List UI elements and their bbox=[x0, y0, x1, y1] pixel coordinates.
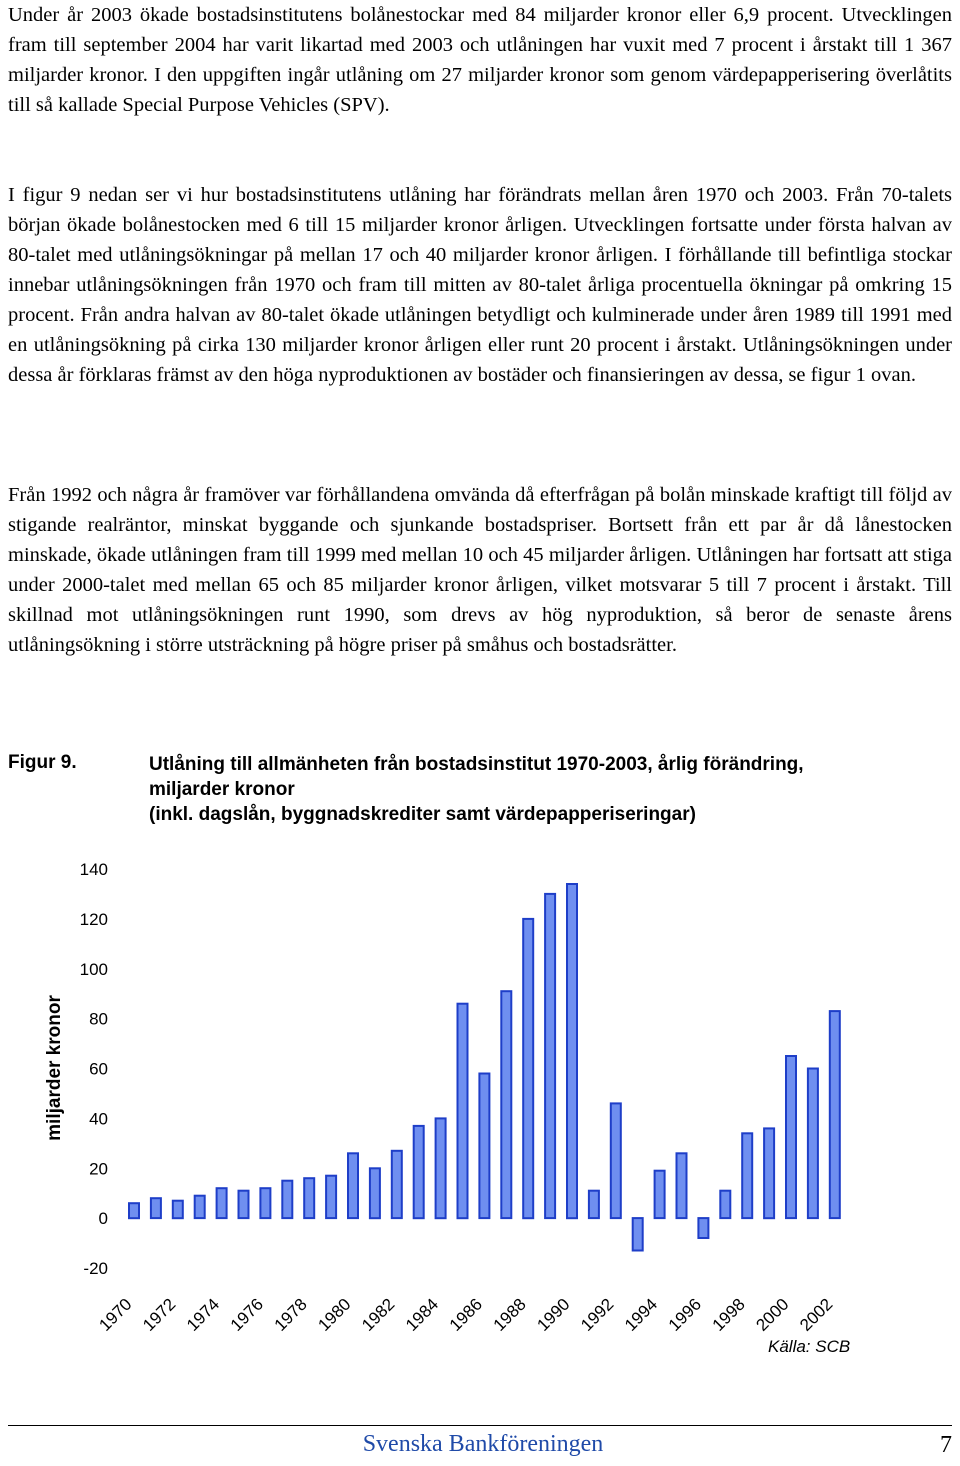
x-tick-label: 2002 bbox=[796, 1294, 837, 1335]
x-tick-label: 1990 bbox=[533, 1294, 574, 1335]
bar-1986 bbox=[479, 1074, 489, 1219]
y-tick-label: 120 bbox=[79, 909, 108, 929]
y-tick-label: 20 bbox=[89, 1159, 108, 1179]
bar-1979 bbox=[326, 1176, 336, 1218]
x-tick-label: 1982 bbox=[358, 1294, 399, 1335]
bar-1978 bbox=[304, 1178, 314, 1218]
bar-1970 bbox=[129, 1203, 139, 1218]
bar-1985 bbox=[458, 1004, 468, 1218]
y-tick-label: 60 bbox=[89, 1059, 108, 1079]
bar-chart bbox=[0, 840, 960, 1370]
y-axis-title: miljarder kronor bbox=[44, 995, 65, 1141]
bar-1974 bbox=[217, 1188, 227, 1218]
x-tick-label: 1974 bbox=[182, 1294, 224, 1335]
figure-title-line: (inkl. dagslån, byggnadskrediter samt värdepapperiseringar) bbox=[149, 804, 696, 825]
footer-org-name: Svenska Bankföreningen bbox=[362, 1431, 604, 1457]
bar-1980 bbox=[348, 1153, 358, 1218]
paragraph-2: I figur 9 nedan ser vi hur bostadsinstitutens utlåning har förändrats mellan åren 1970 och 2003. Från 70-talets början ökade bolånestocken med 6 till 15 miljarder kronor årligen. Utvecklingen fortsatte under första halvan av 80-talet med utlåningsökningar på mellan 17 och 40 miljarder kronor årligen. I förhållande till befintliga stockar innebar utlåningsökningen från 1970 och fram till mitten av 80-talet årliga procentuella ökningar på omkring 15 procent. Från andra halvan av 80-talet ökade utlåningen betydligt och kulminerade under åren 1989 till 1991 med en utlåningsökning på cirka 130 miljarder kronor årligen eller runt 20 procent i årstakt. Utlåningsökningen under dessa år förklaras främst av den höga nyproduktionen av bostäder och finansieringen av dessa, se figur 1 ovan. bbox=[8, 184, 952, 386]
bars bbox=[129, 884, 840, 1251]
bar-1972 bbox=[173, 1201, 183, 1219]
x-tick-label: 1992 bbox=[577, 1294, 618, 1335]
figure-title-line: Utlåning till allmänheten från bostadsinstitut 1970-2003, årlig förändring, bbox=[149, 754, 804, 775]
paragraph-1: Under år 2003 ökade bostadsinstitutens bolånestockar med 84 miljarder kronor eller 6,9 procent. Utvecklingen fram till september 2004 har varit likartad med 2003 och utlåningen har vuxit med 7 procent i årstakt till 1 367 miljarder kronor. I den uppgiften ingår utlåning om 27 miljarder kronor som genom värdepapperisering överlåtits till så kallade Special Purpose Vehicles (SPV). bbox=[8, 4, 952, 116]
bar-1995 bbox=[677, 1153, 687, 1218]
y-tick-label: 140 bbox=[79, 860, 108, 879]
figure-title bbox=[149, 752, 939, 827]
x-tick-label: 2000 bbox=[752, 1294, 793, 1335]
bar-1975 bbox=[239, 1191, 249, 1218]
bar-2001 bbox=[808, 1069, 818, 1219]
x-tick-label: 1976 bbox=[226, 1294, 267, 1335]
source-label: Källa: SCB bbox=[768, 1337, 851, 1356]
y-tick-label: 100 bbox=[79, 959, 108, 979]
bar-2002 bbox=[830, 1011, 840, 1218]
bar-2000 bbox=[786, 1056, 796, 1218]
bar-1989 bbox=[545, 894, 555, 1218]
y-tick-label: 40 bbox=[89, 1109, 108, 1129]
bar-1994 bbox=[655, 1171, 665, 1218]
x-tick-label: 1970 bbox=[95, 1294, 136, 1335]
bar-1993 bbox=[633, 1218, 643, 1250]
bar-1984 bbox=[436, 1118, 446, 1218]
y-tick-label: -20 bbox=[83, 1259, 108, 1278]
bar-1990 bbox=[567, 884, 577, 1218]
x-tick-label: 1986 bbox=[445, 1294, 486, 1335]
figure-title-line: miljarder kronor bbox=[149, 779, 295, 800]
x-tick-label: 1996 bbox=[664, 1294, 705, 1335]
bar-1973 bbox=[195, 1196, 205, 1218]
bar-1999 bbox=[764, 1128, 774, 1218]
bar-1992 bbox=[611, 1103, 621, 1218]
bar-1997 bbox=[720, 1191, 730, 1218]
bar-1988 bbox=[523, 919, 533, 1218]
bar-1971 bbox=[151, 1198, 161, 1218]
x-tick-label: 1994 bbox=[620, 1294, 662, 1335]
footer-divider bbox=[8, 1425, 952, 1426]
y-axis bbox=[80, 860, 108, 1278]
x-tick-label: 1984 bbox=[401, 1294, 443, 1335]
y-tick-label: 0 bbox=[98, 1209, 108, 1229]
x-tick-label: 1998 bbox=[708, 1294, 749, 1335]
bar-1982 bbox=[392, 1151, 402, 1218]
bar-1976 bbox=[260, 1188, 270, 1218]
x-axis-labels bbox=[95, 1295, 836, 1335]
bar-1977 bbox=[282, 1181, 292, 1218]
bar-1996 bbox=[698, 1218, 708, 1238]
x-tick-label: 1972 bbox=[139, 1294, 180, 1335]
bar-1981 bbox=[370, 1168, 380, 1218]
page-number: 7 bbox=[940, 1432, 952, 1458]
x-tick-label: 1980 bbox=[314, 1294, 355, 1335]
x-tick-label: 1978 bbox=[270, 1294, 311, 1335]
y-tick-label: 80 bbox=[89, 1009, 108, 1029]
figure-label: Figur 9. bbox=[8, 752, 77, 773]
paragraph-3: Från 1992 och några år framöver var förhållandena omvända då efterfrågan på bolån minskade kraftigt till följd av stigande realräntor, minskat byggande och sjunkande bostadspriser. Bortsett från ett par år då lånestocken minskade, ökade utlåningen fram till 1999 med mellan 10 och 45 miljarder årligen. Utlåningen har fortsatt att stiga under 2000-talet med mellan 65 och 85 miljarder kronor årligen, vilket motsvarar 5 till 7 procent i årstakt. Till skillnad mot utlåningsökningen runt 1990, som drevs av hög nyproduktion, så beror de senaste årens utlåningsökning i större utsträckning på högre priser på småhus och bostadsrätter. bbox=[8, 484, 952, 656]
bar-1991 bbox=[589, 1191, 599, 1218]
bar-1987 bbox=[501, 991, 511, 1218]
x-tick-label: 1988 bbox=[489, 1294, 530, 1335]
bar-1998 bbox=[742, 1133, 752, 1218]
bar-1983 bbox=[414, 1126, 424, 1218]
